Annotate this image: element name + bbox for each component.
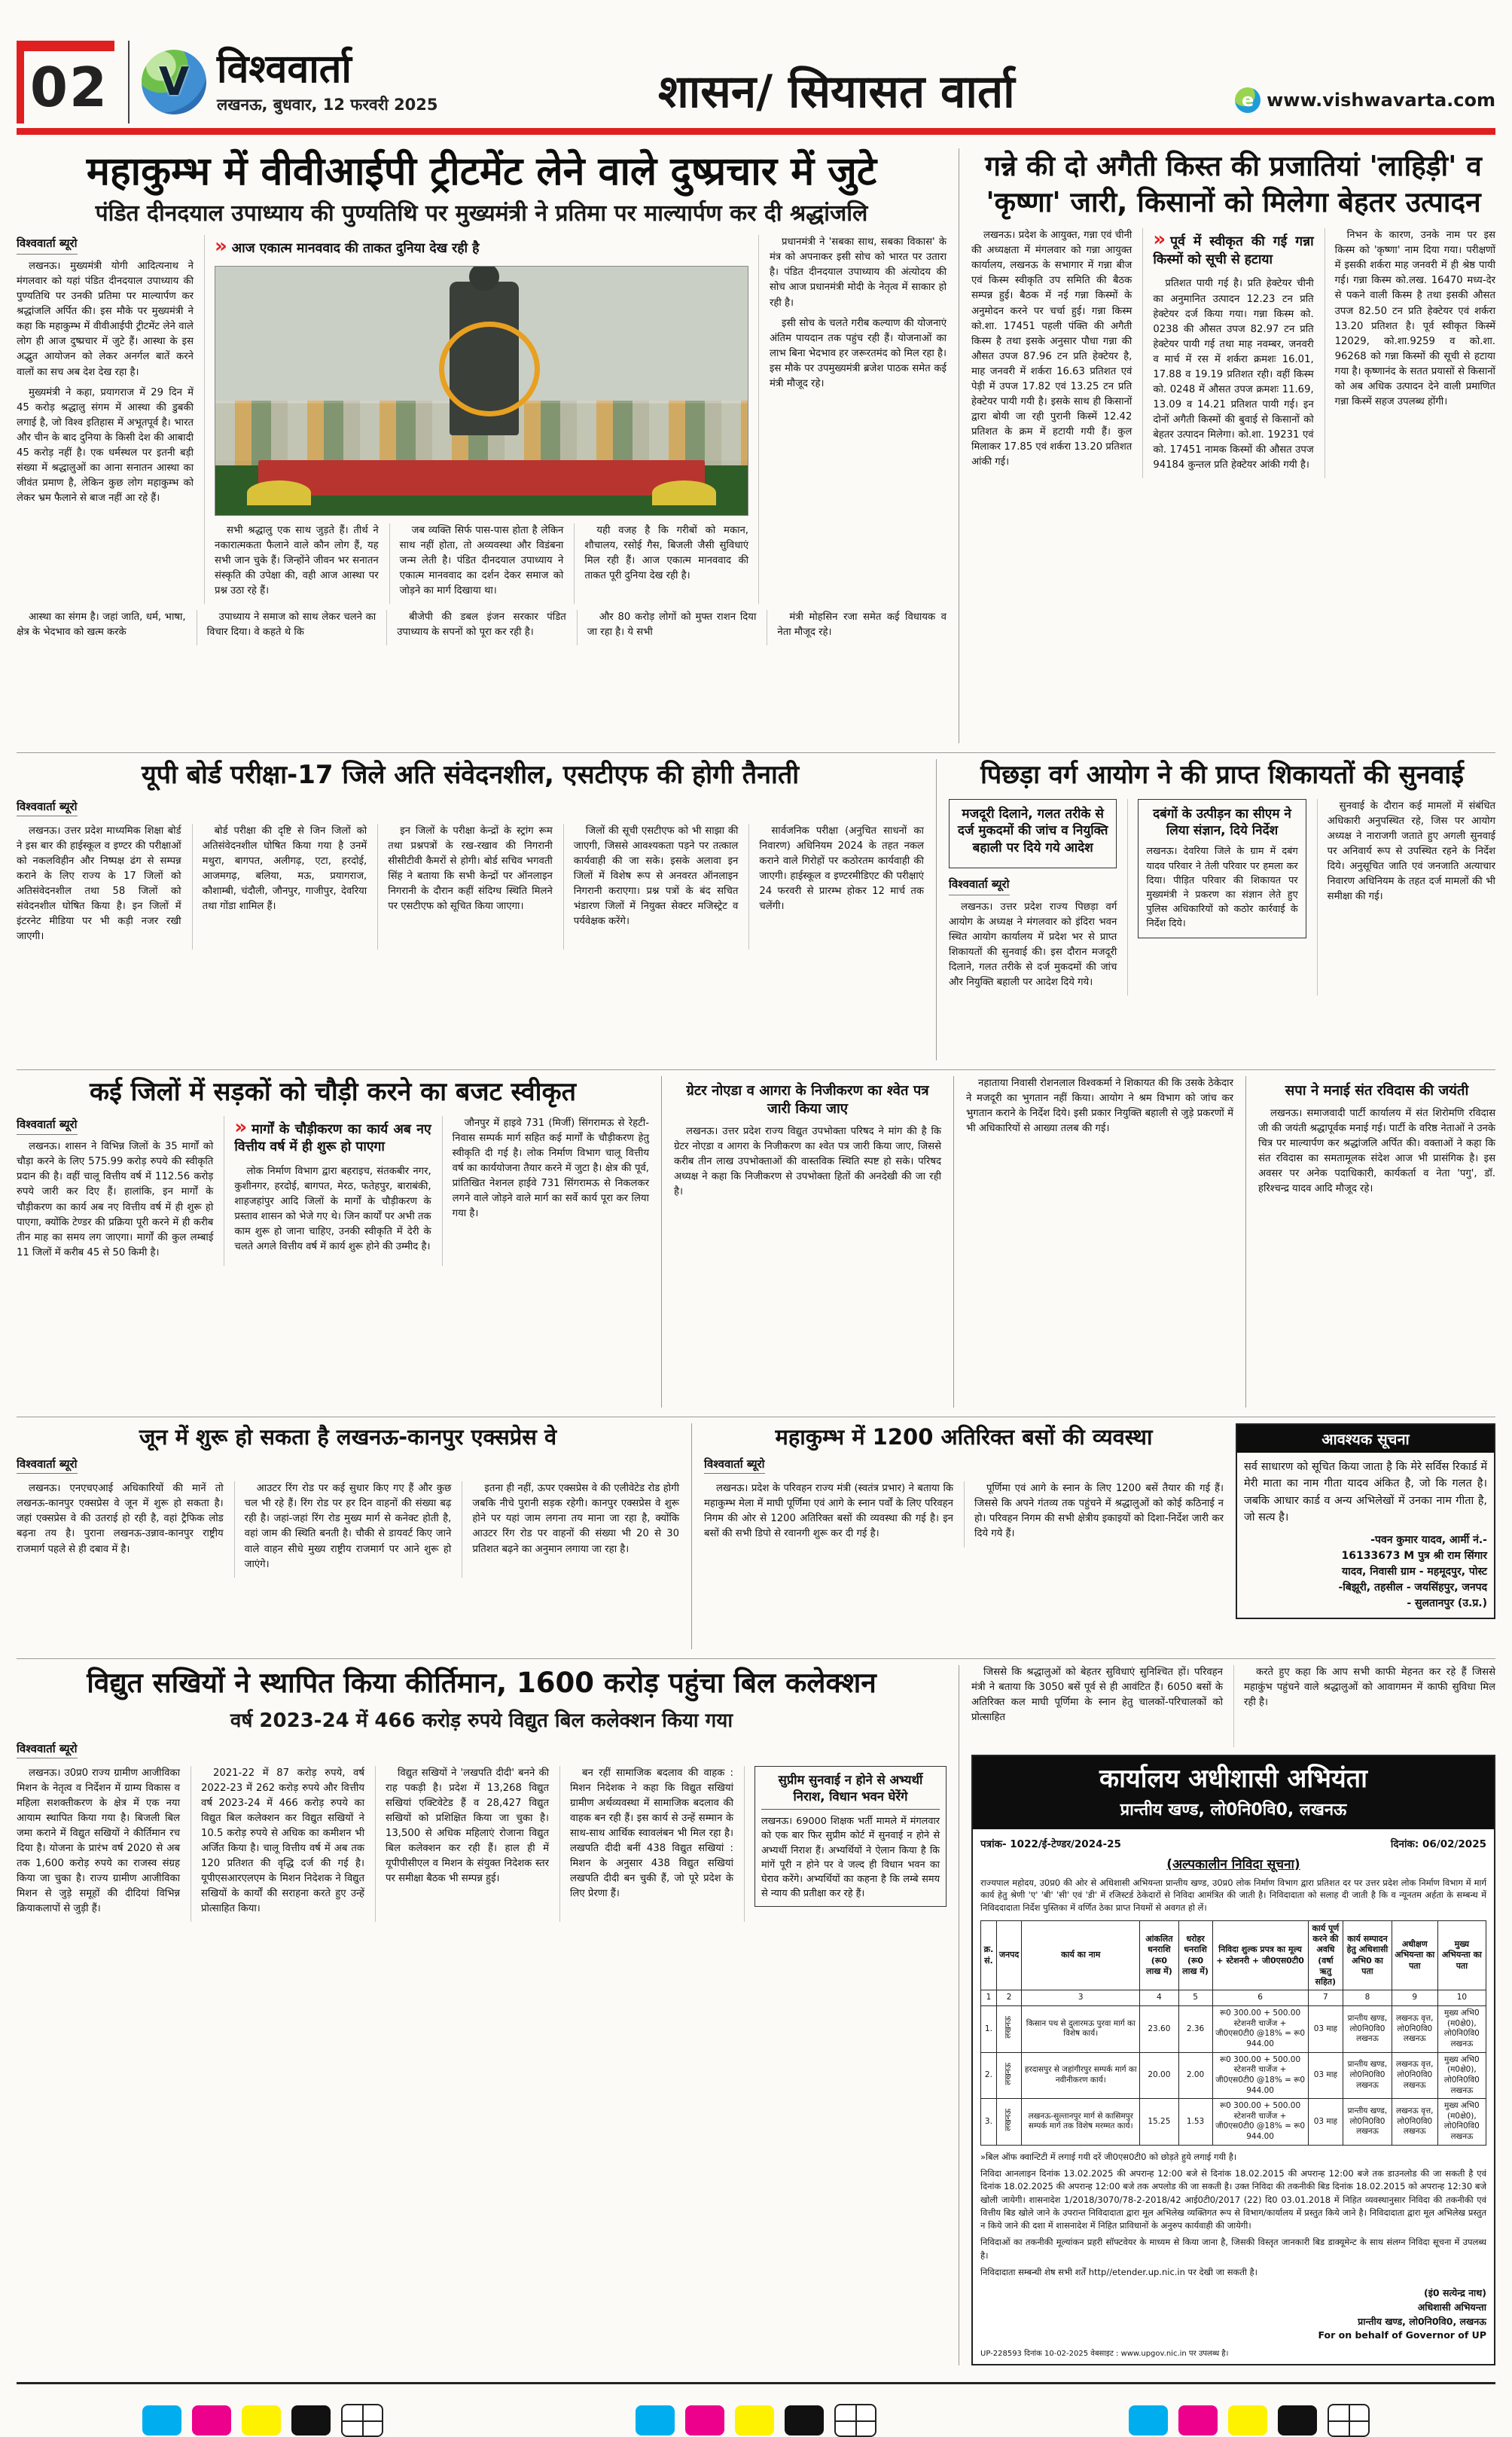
story-buses — [691, 1423, 1224, 1649]
tender-signature — [980, 2286, 1486, 2343]
vidyut-paragraph: 2021-22 में 87 करोड़ रुपये, वर्ष 2022-23 में 262 करोड़ रुपये और वित्तीय वर्ष 2023-24 में 466 करोड़ रुपये का विद्युत बिल कलेक्शन कर विद्युत सखियों ने 10.5 करोड़ रुपये से अधिक का कमीशन भी अर्जित किया है। चालू वित्तीय वर्ष में अब तक 120 प्रतिशत की वृद्धि दर्ज की गई है। यूपीएसआरएलएम के मिशन निदेशक ने विद्युत सखियों के कार्यों की सराहना करते हुए उन्हें प्रोत्साहित किया। — [201, 1767, 364, 1915]
vidyut-side-column — [744, 1766, 947, 1923]
tender-column-number: 8 — [1343, 1990, 1392, 2006]
tender-cell-ce: मुख्य अभि0 (म0क्षे0), लो0नि0वि0 लखनऊ — [1437, 2099, 1486, 2146]
photo-flowers — [247, 480, 311, 505]
lead-highlight: » आज एकात्म मानववाद की ताकत दुनिया देख रही है — [215, 235, 480, 258]
board-paragraph: इन जिलों के परीक्षा केन्द्रों के स्ट्रांग रूम तथा प्रश्नपत्रों के रख-रखाव की निगरानी सीसीटीवी कैमरों से होगी। बोर्ड सचिव भगवती सिंह ने बताया कि सभी केन्द्रों पर ऑनलाइन निगरानी के दौरान कहीं संदिग्ध स्थिति मिलने पर एसटीएफ को सूचित किया जाएगा। — [388, 825, 553, 912]
board-columns — [17, 824, 924, 950]
whitepaper-paragraph: लखनऊ। उत्तर प्रदेश राज्य विद्युत उपभोक्ता परिषद ने मांग की है कि ग्रेटर नोएडा व आगरा के निजीकरण का श्वेत पत्र जारी किया जाए, जिससे करीब तीन लाख उपभोक्ताओं की वास्तविक स्थिति स्पष्ट हो सके। परिषद अध्यक्ष ने कहा कि निजीकरण से उपभोक्ता हितों की अनदेखी की जा रही है। — [674, 1126, 941, 1198]
buses-continuation — [971, 1665, 1495, 1747]
tender-cell-sno: 3. — [981, 2099, 997, 2146]
tender-cell-ce: मुख्य अभि0 (म0क्षे0), लो0नि0वि0 लखनऊ — [1437, 2006, 1486, 2053]
story-sapa-jayanti — [1245, 1076, 1495, 1408]
band-board-commission — [17, 753, 1495, 1070]
lead-paragraph: और 80 करोड़ लोगों को मुफ्त राशन दिया जा रहा है। ये सभी — [587, 612, 757, 639]
vidyut-paragraph: बन रहीं सामाजिक बदलाव की वाहक : मिशन निदेशक ने कहा कि विद्युत सखियां ग्रामीण अर्थव्यवस्था में सामाजिक बदलाव की वाहक बन रही हैं। इस कार्य से उन्हें सम्मान के साथ-साथ आर्थिक स्वावलंबन भी मिल रहा है। लखपति दीदी बनीं 438 विद्युत सखियां : मिशन के अनुसार 438 विद्युत सखियां लखपति दीदी बन चुकी हैं, जो पूरे प्रदेश के लिए प्रेरणा हैं। — [570, 1767, 733, 1900]
lead-byline: विश्ववार्ता ब्यूरो — [17, 235, 78, 255]
tender-column-header: धरोहर धनराशि (रू0 लाख में) — [1178, 1920, 1212, 1990]
tender-cell-period: 03 माह — [1308, 2099, 1343, 2146]
tender-cell-district: लखनऊ — [996, 2052, 1021, 2099]
tender-cell-estimate: 15.25 — [1140, 2099, 1178, 2146]
commission-col-2 — [1127, 799, 1306, 996]
notice-body: सर्व साधारण को सूचित किया जाता है कि मेरे सर्विस रिकार्ड में मेरी माता का नाम गीता यादव अंकित है, जो कि गलत है। जबकि आधार कार्ड व अन्य अभिलेखों में उनका नाम गीता है, जो सत्य है। — [1244, 1461, 1487, 1524]
lead-paragraph: लखनऊ। मुख्यमंत्री योगी आदित्यनाथ ने मंगलवार को यहां पंडित दीनदयाल उपाध्याय की पुण्यतिथि पर उनकी प्रतिमा पर माल्यार्पण कर श्रद्धांजलि अर्पित की। इस मौके पर मुख्यमंत्री ने कहा कि महाकुम्भ में वीवीआईपी ट्रीटमेंट लेने वाले लोग ही आज दुष्प्रचार में जुटे हैं। आस्था के इस अद्भुत आयोजन को लेकर अनर्गल बातें करने वालों का सच अब देश देख रहा है। — [17, 261, 194, 378]
tender-table — [980, 1920, 1486, 2146]
buses-cont-1 — [971, 1665, 1223, 1747]
band-expressway-buses — [17, 1417, 1495, 1659]
commission-paragraph: लखनऊ। उत्तर प्रदेश राज्य पिछड़ा वर्ग आयोग के अध्यक्ष ने मंगलवार को इंदिरा भवन स्थित आयोग कार्यालय में प्रदेश भर से प्राप्त शिकायतों की सुनवाई की। इस दौरान मजदूरी दिलाने, गलत तरीके से दर्ज मुकदमों की जांच और नियुक्ति बहाली पर आदेश दिये गये। — [949, 901, 1117, 989]
tender-column-header: कार्य सम्पादन हेतु अधिशासी अभि0 का पता — [1343, 1920, 1392, 1990]
tender-column-number: 4 — [1140, 1990, 1178, 2006]
buses-cont-2 — [1233, 1665, 1495, 1747]
tender-table-num-row — [981, 1990, 1486, 2006]
lead-paragraph: जब व्यक्ति सिर्फ पास-पास होता है लेकिन साथ नहीं होता, तो अव्यवस्था और विडंबना जन्म लेती है। पंडित दीनदयाल उपाध्याय ने एकात्म मानववाद का दर्शन देकर समाज को जोड़ने का मार्ग दिखाया था। — [399, 524, 564, 597]
website-url: www.vishwavarta.com — [1267, 90, 1495, 111]
tender-cell-period: 03 माह — [1308, 2052, 1343, 2099]
paper-name: विश्ववार्ता — [217, 46, 352, 92]
lead-photo — [215, 266, 748, 516]
tender-cell-emd: 2.36 — [1178, 2006, 1212, 2053]
buses-byline: विश्ववार्ता ब्यूरो — [704, 1456, 765, 1474]
tender-cell-ee: प्रान्तीय खण्ड, लो0नि0वि0 लखनऊ — [1343, 2006, 1392, 2053]
tender-cell-work: किसान पथ से दुलारमऊ पुरवा मार्ग का विशेष कार्य। — [1022, 2006, 1140, 2053]
tender-column-header: निविदा शुल्क प्रपत्र का मूल्य + स्टेशनरी + जी0एस0टी0 — [1212, 1920, 1308, 1990]
tender-cell-fee: रू0 300.00 + 500.00 स्टेशनरी चार्जेज + जी0एस0टी0 @18% = रू0 944.00 — [1212, 2052, 1308, 2099]
tender-cell-work: हरदासपुर से जहांगीरपुर सम्पर्क मार्ग का नवीनीकरण कार्य। — [1022, 2052, 1140, 2099]
lead-paragraph: मुख्यमंत्री ने कहा, प्रयागराज में 29 दिन में 45 करोड़ श्रद्धालु संगम में आस्था की डुबकी लगाई है, जो विश्व इतिहास में अभूतपूर्व है। भारत और चीन के बाद दुनिया के किसी देश की आबादी 45 करोड़ नहीं है। एक धर्मस्थल पर इतनी बड़ी संख्या में श्रद्धालुओं का आना सनातन आस्था का जीवंत प्रमाण है, लेकिन कुछ लोग महाकुम्भ को लेकर भ्रम फैलाने से बाज नहीं आ रहे हैं। — [17, 386, 194, 505]
tender-cell-ce: मुख्य अभि0 (म0क्षे0), लो0नि0वि0 लखनऊ — [1437, 2052, 1486, 2099]
cmyk-group — [636, 2404, 876, 2437]
tender-column-number: 2 — [996, 1990, 1021, 2006]
buses-col-2 — [964, 1481, 1224, 1547]
lead-paragraph: आस्था का संगम है। जहां जाति, धर्म, भाषा, क्षेत्र के भेदभाव को खत्म करके — [17, 612, 186, 639]
commission-continuation — [953, 1076, 1233, 1408]
brand — [128, 41, 438, 124]
commission-col-3 — [1317, 799, 1495, 996]
buses-col-1 — [704, 1481, 953, 1547]
expressway-paragraph: इतना ही नहीं, ऊपर एक्सप्रेस वे की एलीवेटेड रोड होगी जबकि नीचे पुरानी सड़क रहेगी। कानपुर एक्सप्रेस वे शुरू होने पर यहां जाम लगना तय माना जा रहा है, क्योंकि आउटर रिंग रोड पर वाहनों की संख्या भी 20 से 30 प्रतिशत बढ़ने का अनुमान लगाया जा रहा है। — [472, 1483, 680, 1555]
notice-sign-line: 16133673 M पुत्र श्री राम सिंगार — [1341, 1549, 1487, 1562]
edition-dateline: लखनऊ, बुधवार, 12 फरवरी 2025 — [217, 96, 438, 114]
chevron-icon: » — [215, 235, 227, 258]
cane-col-3 — [1325, 228, 1495, 478]
lead-paragraph: उपाध्याय ने समाज को साथ लेकर चलने का विचार दिया। वे कहते थे कि — [206, 612, 376, 639]
story-commission — [936, 759, 1495, 1060]
lead-bottom-columns — [17, 610, 947, 645]
band-top — [17, 142, 1495, 753]
tender-row — [981, 2006, 1486, 2053]
bottom-right-stack — [959, 1665, 1495, 2365]
lead-paragraph: प्रधानमंत्री ने 'सबका साथ, सबका विकास' के मंत्र को अपनाकर इसी सोच को भारत पर उतारा है। पंडित दीनदयाल उपाध्याय की अंत्योदय की सोच आज प्रधानमंत्री मोदी के नेतृत्व में साकार हो रही है। — [770, 236, 947, 309]
commission-headline: पिछड़ा वर्ग आयोग ने की प्राप्त शिकायतों की सुनवाई — [980, 760, 1464, 790]
tender-row — [981, 2052, 1486, 2099]
tender-column-header: मुख्य अभियन्ता का पता — [1437, 1920, 1486, 1990]
cane-highlight: » पूर्व में स्वीकृत की गई गन्ना किस्मों को सूची से हटाया — [1153, 228, 1314, 267]
vidyut-paragraph: लखनऊ। उ0प्र0 राज्य ग्रामीण आजीविका मिशन के नेतृत्व व निर्देशन में ग्राम्य विकास व महिला सशक्तीकरण के क्षेत्र में एक नया आयाम स्थापित किया गया है। बिजली बिल जमा कराने में विद्युत सखियों ने कीर्तिमान रच दिया है। योजना के प्रारंभ वर्ष 2020 से अब तक 1,600 करोड़ रुपये का राजस्व संग्रह किया जा चुका है। राज्य ग्रामीण आजीविका मिशन से जुड़े समूहों की दीदियां विभिन्न क्रियाकलापों से जुड़ी हैं। — [17, 1767, 180, 1915]
cane-headline: गन्ने की दो अगैती किस्त की प्रजातियां 'लाहिड़ी' व 'कृष्णा' जारी, किसानों को मिलेगा बेहतर उत्पादन — [985, 150, 1482, 219]
vidyut-headline: विद्युत सखियों ने स्थापित किया कीर्तिमान, 1600 करोड़ पहुंचा बिल कलेक्शन — [87, 1667, 876, 1699]
tender-column-header: कार्य का नाम — [1022, 1920, 1140, 1990]
tender-footer-ref: UP-228593 दिनांक 10-02-2025 वेबसाइट : www.upgov.nic.in पर उपलब्ध है। — [980, 2350, 1229, 2358]
tender-sign-line: अधिशासी अभियन्ता — [1417, 2301, 1486, 2313]
roads-col-3 — [442, 1116, 649, 1266]
tender-column-number: 9 — [1392, 1990, 1437, 2006]
lead-paragraph: सभी श्रद्धालु एक साथ जुड़ते हैं। तीर्थ ने नकारात्मकता फैलाने वाले कौन लोग हैं, यह सभी जान चुके हैं। जिन्होंने जीवन भर सनातन संस्कृति की उपेक्षा की, वही आज आस्था पर प्रश्न उठा रहे हैं। — [215, 524, 379, 597]
tender-column-number: 10 — [1437, 1990, 1486, 2006]
board-paragraph: बोर्ड परीक्षा की दृष्टि से जिन जिलों को अतिसंवेदनशील घोषित किया गया है उनमें मथुरा, बागपत, अलीगढ़, एटा, हरदोई, आजमगढ़, बलिया, मऊ, प्रयागराज, कौशाम्बी, चंदौली, जौनपुर, गाजीपुर, देवरिया तथा गोंडा शामिल हैं। — [202, 825, 367, 912]
commission-byline: विश्ववार्ता ब्यूरो — [949, 876, 1010, 895]
tender-intro: राज्यपाल महोदय, उ0प्र0 की ओर से अधिशासी अभियन्ता प्रान्तीय खण्ड, उ0प्र0 लोक निर्माण विभाग द्वारा प्रतिशत दर पर उत्तर प्रदेश लोक निर्माण विभाग में मार्ग कार्य हेतु श्रेणी 'ए' 'बी' 'सी' एवं 'डी' में रजिस्टर्ड ठेकेदारों से निविदा आमंत्रित की जाती है। निविदादाता को सलाह दी जाती है कि व न्यूनतम अर्हता के सम्बन्ध में निविददादाता निर्देश पुस्तिका में वर्णित ठेका प्राप्त नियमों से अवगत हो लें। — [980, 1877, 1486, 1913]
section-title: शासन/ सियासत वार्ता — [657, 66, 1015, 118]
buses-headline: महाकुम्भ में 1200 अतिरिक्त बसों की व्यवस्था — [775, 1424, 1153, 1450]
notice-signature — [1237, 1533, 1494, 1618]
cm-cognizance-title: दबंगों के उत्पीड़न का सीएम ने लिया संज्ञान, दिये निर्देश — [1153, 806, 1291, 839]
sapa-headline: सपा ने मनाई संत रविदास की जयंती — [1285, 1083, 1469, 1099]
paper-logo-globe-icon: V — [142, 50, 206, 114]
registration-mark-icon — [1328, 2404, 1370, 2437]
tender-sign-line: For on behalf of Governor of UP — [1318, 2329, 1486, 2341]
buses-paragraph: पूर्णिमा एवं आगे के स्नान के लिए 1200 बसें तैयार की गई हैं। जिससे कि अपने गंतव्य तक पहुंचने में श्रद्धालुओं को कोई कठिनाई न हो। परिवहन निगम की सभी क्षेत्रीय इकाइयों को दिशा-निर्देश जारी कर दिये गये हैं। — [974, 1483, 1224, 1540]
tender-cell-district: लखनऊ — [996, 2006, 1021, 2053]
story-vidyut-sakhi — [17, 1665, 947, 2365]
cyan-swatch — [636, 2405, 675, 2435]
tender-cell-estimate: 23.60 — [1140, 2006, 1178, 2053]
board-paragraph: सार्वजनिक परीक्षा (अनुचित साधनों का निवारण) अधिनियम 2024 के तहत नकल कराने वाले गिरोहों पर कठोरतम कार्यवाही की जाएगी। हाईस्कूल व इण्टरमीडिएट की परीक्षाएं 24 फरवरी से प्रारम्भ होकर 12 मार्च तक चलेंगी। — [759, 825, 924, 912]
bottom-rule — [17, 2382, 1495, 2384]
story-mahakumbh — [17, 148, 947, 743]
photo-dais — [258, 460, 706, 495]
photo-garland — [439, 322, 540, 416]
whitepaper-headline: ग्रेटर नोएडा व आगरा के निजीकरण का श्वेत पत्र जारी किया जाए — [686, 1083, 929, 1118]
tender-cell-ee: प्रान्तीय खण्ड, लो0नि0वि0 लखनऊ — [1343, 2099, 1392, 2146]
notice-sign-line: - सुलतानपुर (उ.प्र.) — [1407, 1597, 1487, 1609]
cyan-swatch — [1129, 2405, 1168, 2435]
band-bottom — [17, 1659, 1495, 2374]
tender-cell-fee: रू0 300.00 + 500.00 स्टेशनरी चार्जेज + जी0एस0टी0 @18% = रू0 944.00 — [1212, 2099, 1308, 2146]
website — [1235, 87, 1495, 124]
vidyut-byline: विश्ववार्ता ब्यूरो — [17, 1741, 78, 1758]
roads-col-2 — [224, 1116, 431, 1266]
tender-column-header: क्र. सं. — [981, 1920, 997, 1990]
lead-col-5 — [770, 235, 947, 604]
press-registration-marks — [17, 2404, 1495, 2437]
tender-office-name: कार्यालय अधीशासी अभियंता — [1099, 1763, 1367, 1794]
classified-notice-box — [1236, 1423, 1495, 1619]
board-paragraph: लखनऊ। उत्तर प्रदेश माध्यमिक शिक्षा बोर्ड ने इस बार की हाईस्कूल व इण्टर की परीक्षाओं को नकलविहीन और निष्पक्ष ढंग से सम्पन्न कराने के लिए राज्य के 17 जिलों को अतिसंवेदनशील तथा 58 जिलों को संवेदनशील घोषित किया है। इन जिलों में इंटरनेट मीडिया पर भी कड़ी नजर रखी जाएगी। — [17, 825, 181, 942]
supreme-body: लखनऊ। 69000 शिक्षक भर्ती मामले में मंगलवार को एक बार फिर सुप्रीम कोर्ट में सुनवाई न होने से अभ्यर्थी निराश हैं। अभ्यर्थियों ने ऐलान किया है कि मांगें पूरी न होने पर वे जल्द ही विधान भवन का घेराव करेंगे। अभ्यर्थियों का कहना है कि लम्बे समय से न्याय की प्रतीक्षा कर रहे हैं। — [761, 1816, 940, 1900]
tender-cell-sno: 1. — [981, 2006, 997, 2053]
black-swatch — [785, 2405, 824, 2435]
lead-paragraph: यही वजह है कि गरीबों को मकान, शौचालय, रसोई गैस, बिजली जैसी सुविधाएं मिल रही हैं। आज एकात्म मानववाद की ताकत पूरी दुनिया देख रही है। — [584, 524, 749, 582]
tender-note: निविदाओं का तकनीकी मूल्यांकन प्रहरी सॉफ्टवेयर के माध्यम से किया जाना है, जिसकी विस्तृत जानकारी बिड डाक्यूमेन्ट के साथ संलग्न निविदा सूचना में उपलब्ध है। — [980, 2237, 1486, 2261]
roads-highlight: » मार्गों के चौड़ीकरण का कार्य अब नए वित्तीय वर्ष में ही शुरू हो पाएगा — [234, 1115, 431, 1155]
lead-paragraph: मंत्री मोहसिन रजा समेत कई विधायक व नेता मौजूद रहे। — [777, 612, 947, 639]
cane-col-2 — [1142, 228, 1313, 478]
tender-cell-se: लखनऊ वृत्त, लो0नि0वि0 लखनऊ — [1392, 2052, 1437, 2099]
cane-paragraph: लखनऊ। प्रदेश के आयुक्त, गन्ना एवं चीनी की अध्यक्षता में मंगलवार को गन्ना आयुक्त कार्यालय, लखनऊ के सभागार में गन्ना बीज एवं किस्म स्वीकृति उप समिति की बैठक सम्पन्न हुई। बैठक में नई गन्ना किस्मों के अनुमोदन करने पर चर्चा हुई। गन्ना किस्म को.शा. 17451 पहली पंक्ति की अगैती किस्म है तथा इसके अनुसार पौधा गन्ना की औसत उपज 87.96 टन प्रति हेक्टेयर है, माह जनवरी में शर्करा 16.63 प्रतिशत एवं पेड़ी में उपज 17.82 एवं 13.25 टन प्रति हेक्टेयर पायी गयी है। इसके साथ ही किसानों द्वारा बोयी जा रही पुरानी किस्में 12.42 प्रतिशत के क्रम में हटायी गयी हैं। कुल मिलाकर 17.85 एवं शर्करा 13.20 प्रतिशत आंकी गई। — [971, 230, 1132, 468]
roads-paragraph: जौनपुर में हाइवे 731 (मिर्जी) सिंगरामऊ से रेहटी-निवास सम्पर्क मार्ग सहित कई मार्गों के चौड़ीकरण हेतु स्वीकृति दी गई है। लोक निर्माण विभाग चालू वित्तीय वर्ष का कार्ययोजना तैयार करने में जुटा है। क्षेत्र की पूर्व, प्रांतिखित नेशनल हाईवे 731 सिंगरामऊ से निकलकर लगने वाले जोड़ने वाले मार्ग का सर्वे कार्य पूरा कर लिया गया है। — [452, 1117, 649, 1219]
tender-notes — [980, 2151, 1486, 2279]
notice-title: आवश्यक सूचना — [1237, 1425, 1494, 1453]
notice-sign-line: यादव, निवासी ग्राम - महमूदपुर, पोस्ट — [1342, 1565, 1487, 1578]
expressway-headline: जून में शुरू हो सकता है लखनऊ-कानपुर एक्सप्रेस वे — [139, 1424, 557, 1450]
tender-sign-line: प्रान्तीय खण्ड, लो0नि0वि0, लखनऊ — [1358, 2315, 1486, 2327]
black-swatch — [1278, 2405, 1317, 2435]
lead-paragraph: इसी सोच के चलते गरीब कल्याण की योजनाएं अंतिम पायदान तक पहुंच रही हैं। योजनाओं का लाभ बिना भेदभाव हर जरूरतमंद को मिल रहा है। इस मौके पर उपमुख्यमंत्री ब्रजेश पाठक समेत कई मंत्री मौजूद रहे। — [770, 317, 947, 389]
tender-cell-fee: रू0 300.00 + 500.00 स्टेशनरी चार्जेज + जी0एस0टी0 @18% = रू0 944.00 — [1212, 2006, 1308, 2053]
yellow-swatch — [735, 2405, 774, 2435]
tender-note: »बिल ऑफ क्वान्टिटी में लगाई गयी दरें जी0एस0टी0 को छोड़ते हुये लगाई गयी है। — [980, 2151, 1237, 2162]
lead-mid-columns — [215, 523, 748, 604]
tender-note: निविदादाता सम्बन्धी शेष सभी शर्तें http//etender.up.nic.in पर देखी जा सकती है। — [980, 2266, 1258, 2277]
cane-paragraph: प्रतिशत पायी गई है। प्रति हेक्टेयर चीनी का अनुमानित उत्पादन 12.23 टन प्रति हेक्टेयर दर्ज किया गया। गन्ना किस्म को. 0238 की औसत उपज 82.97 टन प्रति हेक्टेयर पायी गई तथा माह नवम्बर, जनवरी व मार्च में रस में शर्करा क्रमशः 16.01, 17.88 व 19.19 प्रतिशत रही। वहीं किस्म को. 0248 में औसत उपज क्रमशः 11.69, 13.09 व 14.21 प्रतिशत पायी गई। इन दोनों अगैती किस्मों की बुवाई से किसानों को बेहतर उत्पादन मिलेगा। को.शा. 19231 एवं को. 17451 नामक किस्मों की औसत उपज 94184 कुन्तल प्रति हेक्टेयर आंकी गयी है। — [1153, 278, 1314, 471]
tender-note: निविदा आनलाइन दिनांक 13.02.2025 की अपरान्ह 12:00 बजे से दिनांक 18.02.2015 की अपरान्ह 12:00 बजे तक डाउनलोड की जा सकती है एवं दिनांक 18.02.2025 की अपरान्ह 12:00 बजे तक अपलोड की जा सकती है। उक्त निविदा की तकनीकी बिड दिनांक 18.02.2015 को अपरान्ह 12:30 बजे खोली जायेगी। शासनादेश 1/2018/3070/78-2-2018/42 आई0टी0/2017 (22) दि0 03.01.2018 में निहित व्यवस्थानुसार निविदा की तकनीकी एवं वित्तीय बिड खोले जाने के उपरान्त निविदादाता द्वारा मूल अभिलेख व्यक्तिगत रूप से विभाग/कार्यालय में प्रस्तुत किये जाने है। निविदादाता द्वारा मूल अभिलेख प्रस्तुत न किये जाने की दशा में शासनादेश में निहित प्राविधानों के अनुरुप कार्यवाही की जायेगी। — [980, 2168, 1486, 2231]
tender-sign-line: (इं0 सत्येन्द्र नाथ) — [1424, 2287, 1486, 2298]
tender-cell-sno: 2. — [981, 2052, 997, 2099]
tender-office-branch: प्रान्तीय खण्ड, लो0नि0वि0, लखनऊ — [1120, 1800, 1347, 1819]
roads-paragraph: लोक निर्माण विभाग द्वारा बहराइच, संतकबीर नगर, कुशीनगर, हरदोई, बागपत, मेरठ, फतेहपुर, बाराबंकी, शाहजहांपुर आदि जिलों के मार्गों के चौड़ीकरण के प्रस्ताव शासन को भेजे गए थे। जिन कार्यों पर अभी तक काम शुरू हो जाना चाहिए, उनकी स्वीकृति में देरी के चलते अगले वित्तीय वर्ष में कार्य शुरू होने की उम्मीद है। — [234, 1165, 431, 1253]
cane-paragraph: निभन के कारण, उनके नाम पर इस किस्म को 'कृष्णा' नाम दिया गया। परीक्षणों में इसकी शर्करा माह जनवरी में ही श्रेष्ठ पायी गई। गन्ना किस्म को.लख. 16470 मध्य-देर से पकने वाली किस्म है तथा इसकी औसत उपज 82.50 टन प्रति हेक्टेयर एवं शर्करा 13.20 प्रतिशत है। पूर्व स्वीकृत किस्में 12029, को.शा.9259 व को.शा. 96268 को गन्ना किस्मों की सूची से हटाया गया है। कृष्णानंद के सतत प्रयासों से किसानों को अब अधिक उत्पादन देने वाली प्रमाणित गन्ना किस्में सहज उपलब्ध होंगी। — [1334, 230, 1495, 407]
masthead — [17, 11, 1495, 124]
commission-deck: मजदूरी दिलाने, गलत तरीके से दर्ज मुकदमों की जांच व नियुक्ति बहाली पर दिये गये आदेश — [957, 806, 1108, 856]
commission-paragraph: सुनवाई के दौरान कई मामलों में संबंधित अधिकारी अनुपस्थित रहे, जिस पर आयोग अध्यक्ष ने नाराजगी जताते हुए अगली सुनवाई पर अनिवार्य रूप से उपस्थित रहने के निर्देश दिये। अनुसूचित जाति एवं जनजाति अत्याचार निवारण अधिनियम के तहत दर्ज मामलों की भी समीक्षा की गई। — [1327, 800, 1495, 902]
tender-cell-se: लखनऊ वृत्त, लो0नि0वि0 लखनऊ — [1392, 2006, 1437, 2053]
cyan-swatch — [142, 2405, 181, 2435]
lead-subhead: पंडित दीनदयाल उपाध्याय की पुण्यतिथि पर मुख्यमंत्री ने प्रतिमा पर माल्यार्पण कर दी श्रद्धांजलि — [95, 200, 868, 227]
notice-sign-line: -पवन कुमार यादव, आर्मी नं.- — [1370, 1533, 1487, 1546]
expressway-columns — [17, 1481, 679, 1577]
magenta-swatch — [1178, 2405, 1218, 2435]
notice-sign-line: -बिझूरी, तहसील - जयसिंहपुर, जनपद — [1338, 1581, 1487, 1594]
roads-col-1 — [17, 1116, 213, 1266]
lead-paragraph: बीजेपी की डबल इंजन सरकार पंडित उपाध्याय के सपनों को पूरा कर रही है। — [397, 612, 566, 639]
magenta-swatch — [192, 2405, 231, 2435]
yellow-swatch — [242, 2405, 281, 2435]
story-whitepaper — [661, 1076, 941, 1408]
page-number-box — [17, 41, 114, 124]
chevron-icon: » — [1153, 228, 1166, 252]
registration-mark-icon — [834, 2404, 876, 2437]
tender-cell-emd: 2.00 — [1178, 2052, 1212, 2099]
buses-paragraph: जिससे कि श्रद्धालुओं को बेहतर सुविधाएं सुनिश्चित हों। परिवहन मंत्री ने बताया कि 3050 बसें पूर्व से ही आवंटित हैं। 6050 बसों के अतिरिक्त कल माघी पूर्णिमा के स्नान हेतु चालकों-परिचालकों को प्रोत्साहित — [971, 1667, 1223, 1724]
tender-row — [981, 2099, 1486, 2146]
cmyk-group — [1129, 2404, 1370, 2437]
band-roads — [17, 1070, 1495, 1417]
tender-table-body — [981, 2006, 1486, 2146]
cmyk-group — [142, 2404, 383, 2437]
buses-paragraph: लखनऊ। प्रदेश के परिवहन राज्य मंत्री (स्वतंत्र प्रभार) ने बताया कि महाकुम्भ मेला में माघी पूर्णिमा एवं आगे के स्नान पर्वों के लिए परिवहन निगम की ओर से 1200 अतिरिक्त बसों की व्यवस्था की गई है। इन बसों की सभी डिपो से रवानगी शुरू कर दी गई है। — [704, 1483, 953, 1540]
story-sugarcane — [959, 148, 1495, 743]
tender-column-number: 7 — [1308, 1990, 1343, 2006]
cm-cognizance-box — [1138, 799, 1306, 938]
tender-column-number: 1 — [981, 1990, 997, 2006]
tender-notice — [971, 1755, 1495, 2365]
tender-cell-district: लखनऊ — [996, 2099, 1021, 2146]
supreme-headline: सुप्रीम सुनवाई न होने से अभ्यर्थी निराश, विधान भवन घेरेंगे — [761, 1772, 940, 1810]
commission-paragraph: नहाताया निवासी रोशनलाल विश्वकर्मा ने शिकायत की कि उसके ठेकेदार ने मजदूरी का भुगतान नहीं किया। आयोग ने श्रम विभाग को जांच कर भुगतान कराने के निर्देश दिये। इसी प्रकार नियुक्ति बहाली से जुड़े प्रकरणों में भी अधिकारियों से आख्या तलब की गई। — [966, 1078, 1233, 1135]
tender-title: (अल्पकालीन निविदा सूचना) — [1166, 1856, 1300, 1872]
tender-column-header: अधीक्षण अभियन्ता का पता — [1392, 1920, 1437, 1990]
roads-headline: कई जिलों में सड़कों को चौड़ी करने का बजट स्वीकृत — [90, 1077, 576, 1107]
vidyut-paragraph: विद्युत सखियों ने 'लखपति दीदी' बनने की राह पकड़ी है। प्रदेश में 13,268 विद्युत सखियां एक्टिवेटेड हैं व 28,427 विद्युत सखियों को प्रशिक्षित किया जा चुका है। 13,500 से अधिक महिलाएं रोजाना विद्युत बिल कलेक्शन कर रही हैं। हाल ही में यूपीपीसीएल व मिशन के संयुक्त निदेशक स्तर पर समीक्षा बैठक भी सम्पन्न हुई। — [386, 1767, 549, 1885]
page-number: 02 — [29, 56, 109, 119]
globe-e-icon: e — [1235, 87, 1261, 113]
tender-cell-emd: 1.53 — [1178, 2099, 1212, 2146]
tender-column-number: 3 — [1022, 1990, 1140, 2006]
vidyut-columns — [17, 1766, 733, 1923]
tender-ref-number: पत्रांक- 1022/ई-टेण्डर/2024-25 — [980, 1838, 1121, 1850]
tender-header — [973, 1756, 1494, 1829]
tender-cell-work: लखनऊ-सुल्तानपुर मार्ग से कासिमपुर सम्पर्क मार्ग तक विशेष मरम्मत कार्य। — [1022, 2099, 1140, 2146]
sapa-paragraph: लखनऊ। समाजवादी पार्टी कार्यालय में संत शिरोमणि रविदास जी की जयंती श्रद्धापूर्वक मनाई गई। पार्टी के वरिष्ठ नेताओं ने उनके चित्र पर माल्यार्पण कर श्रद्धांजलि अर्पित की। वक्ताओं ने कहा कि संत रविदास का समतामूलक संदेश आज भी प्रासंगिक है। इस अवसर पर अनेक पदाधिकारी, कार्यकर्ता व नेता 'पगु', डॉ. हरिश्चन्द्र यादव आदि मौजूद रहे। — [1258, 1108, 1495, 1195]
masthead-rule — [17, 128, 1495, 135]
supreme-protest-box — [754, 1766, 947, 1908]
board-paragraph: जिलों की सूची एसटीएफ को भी साझा की जाएगी, जिससे आवश्यकता पड़ने पर तत्काल कार्यवाही की जा सके। इसके अलावा इन जिलों में विशेष रूप से अनवरत ऑनलाइन निगरानी कराएगा। प्रश्न पत्रों के बंद सचित भंडारण जिलों में नियुक्त सेक्टर मजिस्ट्रेट व पर्यवेक्षक करेंगे। — [573, 825, 739, 927]
yellow-swatch — [1228, 2405, 1267, 2435]
expressway-paragraph: आउटर रिंग रोड पर कई सुधार किए गए हैं और कुछ चल भी रहे हैं। रिंग रोड पर हर दिन वाहनों की संख्या बढ़ रही है। जहां-जहां रिंग रोड मुख्य मार्ग से कनेक्ट होती है, वहां जाम की स्थिति बनती है। चौकी से डायवर्ट किए जाने वाले वाहन सीधे मुख्य राष्ट्रीय राजमार्ग पर आने शुरू हो जाएंगे। — [244, 1483, 452, 1570]
tender-column-header: कार्य पूर्ण करने की अवधि (वर्षा ऋतु सहित) — [1308, 1920, 1343, 1990]
buses-paragraph: करते हुए कहा कि आप सभी काफी मेहनत कर रहे हैं जिससे महाकुंभ पहुंचने वाले श्रद्धालुओं को आवागमन में काफी सुविधा मिल रही है। — [1244, 1667, 1495, 1709]
expressway-paragraph: लखनऊ। एनएचएआई अधिकारियों की मानें तो लखनऊ-कानपुर एक्सप्रेस वे जून में शुरू हो सकता है। जहां एक्सप्रेस वे की उतराई हो रही है, वहां ट्रैफिक लोड बढ़ना तय है। पुराना लखनऊ-उन्नाव-कानपुर राष्ट्रीय राजमार्ग पहले से ही दबाव में है। — [17, 1483, 224, 1555]
tender-date: दिनांक: 06/02/2025 — [1390, 1838, 1486, 1850]
magenta-swatch — [685, 2405, 724, 2435]
photo-flowers — [652, 480, 716, 505]
tender-column-header: जनपद — [996, 1920, 1021, 1990]
tender-cell-period: 03 माह — [1308, 2006, 1343, 2053]
registration-mark-icon — [341, 2404, 383, 2437]
tender-column-number: 6 — [1212, 1990, 1308, 2006]
tender-table-head-row — [981, 1920, 1486, 1990]
expressway-byline: विश्ववार्ता ब्यूरो — [17, 1456, 78, 1474]
tender-column-header: आंकलित धनराशि (रू0 लाख में) — [1140, 1920, 1178, 1990]
roads-paragraph: लखनऊ। शासन ने विभिन्न जिलों के 35 मार्गों को चौड़ा करने के लिए 575.99 करोड़ रुपये की स्वीकृति प्रदान की है। वहीं चालू वित्तीय वर्ष में 112.56 करोड़ रुपये जारी कर दिए हैं। हालांकि, इन मार्गों के चौड़ीकरण का कार्य अब नए वित्तीय वर्ष में ही शुरू हो पाएगा, क्योंकि टेण्डर की प्रक्रिया पूरी करने में ही करीब तीन माह का समय लग जाएगा। मार्गों की कुल लम्बाई 11 जिलों में करीब 45 से 50 किमी है। — [17, 1141, 214, 1258]
black-swatch — [291, 2405, 331, 2435]
story-board-exam — [17, 759, 924, 1060]
story-expressway — [17, 1423, 679, 1649]
cane-col-1 — [971, 228, 1132, 478]
cm-cognizance-body: लखनऊ। देवरिया जिले के ग्राम में दबंग यादव परिवार ने तेली परिवार पर हमला कर दिया। पीड़ित परिवार की शिकायत पर मुख्यमंत्री ने प्रकरण का संज्ञान लेते हुए पुलिस अधिकारियों को कठोर कार्रवाई के निर्देश दिये। — [1146, 846, 1298, 930]
chevron-icon: » — [234, 1115, 248, 1139]
lead-col-1 — [17, 235, 194, 604]
tender-cell-estimate: 20.00 — [1140, 2052, 1178, 2099]
roads-byline: विश्ववार्ता ब्यूरो — [17, 1116, 78, 1136]
tender-cell-se: लखनऊ वृत्त, लो0नि0वि0 लखनऊ — [1392, 2099, 1437, 2146]
vidyut-subhead: वर्ष 2023-24 में 466 करोड़ रुपये विद्युत बिल कलेक्शन किया गया — [230, 1710, 733, 1733]
lead-headline: महाकुम्भ में वीवीआईपी ट्रीटमेंट लेने वाले दुष्प्रचार में जुटे — [86, 149, 877, 194]
story-roads — [17, 1076, 649, 1408]
tender-cell-ee: प्रान्तीय खण्ड, लो0नि0वि0 लखनऊ — [1343, 2052, 1392, 2099]
board-byline: विश्ववार्ता ब्यूरो — [17, 799, 78, 816]
commission-deck-box — [949, 799, 1117, 869]
commission-col-1 — [949, 799, 1117, 996]
tender-column-number: 5 — [1178, 1990, 1212, 2006]
board-headline: यूपी बोर्ड परीक्षा-17 जिले अति संवेदनशील, एसटीएफ की होगी तैनाती — [141, 760, 800, 790]
